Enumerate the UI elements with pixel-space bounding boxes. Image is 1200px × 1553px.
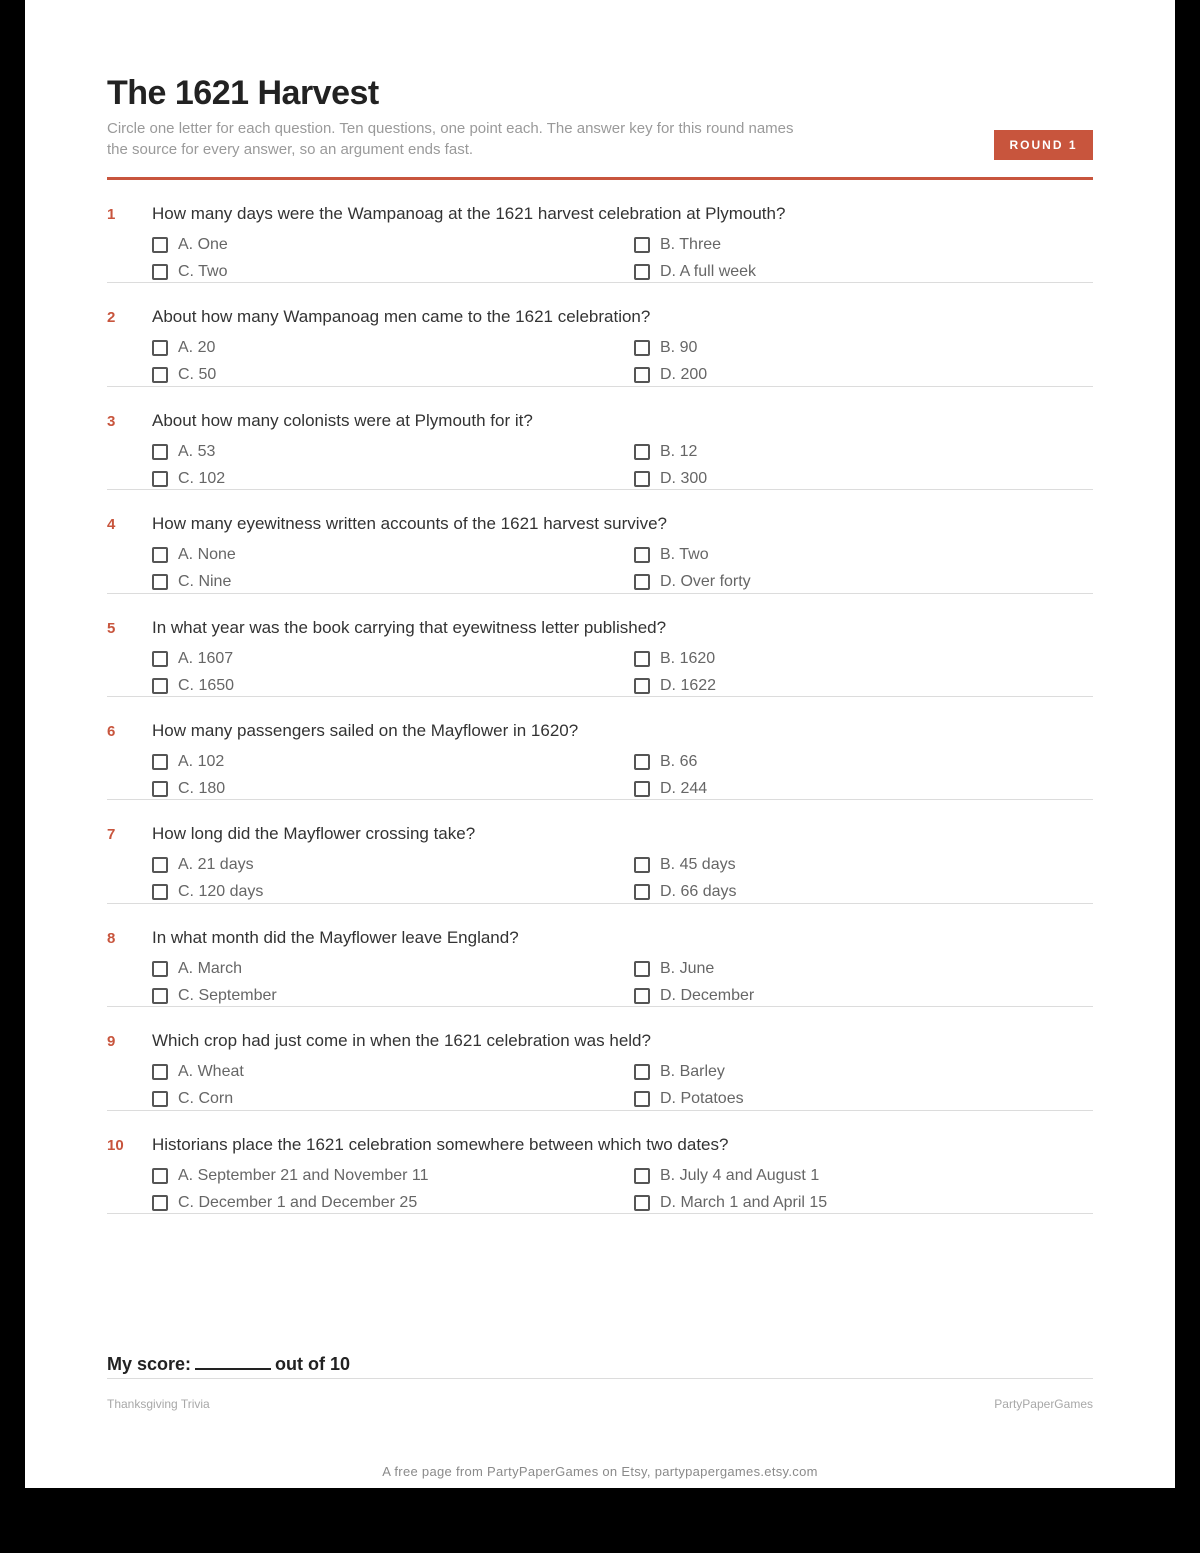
checkbox-icon[interactable] — [152, 367, 168, 383]
option-label: D. March 1 and April 15 — [660, 1193, 828, 1211]
question-text: How many passengers sailed on the Mayflower in 1620? — [152, 720, 579, 740]
option-label: B. June — [660, 959, 715, 977]
question-text: In what year was the book carrying that eyewitness letter published? — [152, 617, 667, 637]
checkbox-icon[interactable] — [152, 264, 168, 280]
option-a[interactable] — [152, 753, 224, 771]
question-number: 5 — [107, 619, 116, 637]
option-label: A. 1607 — [178, 649, 234, 667]
question-item — [107, 490, 1093, 593]
option-label: B. 12 — [660, 442, 698, 460]
checkbox-icon[interactable] — [634, 1168, 650, 1184]
checkbox-icon[interactable] — [152, 857, 168, 873]
credit-line: A free page from PartyPaperGames on Etsy, partypapergames.etsy.com — [382, 1464, 818, 1479]
option-c[interactable] — [152, 987, 277, 1005]
checkbox-icon[interactable] — [152, 237, 168, 253]
option-label: D. 244 — [660, 779, 708, 797]
option-b[interactable] — [634, 650, 715, 668]
option-label: A. September 21 and November 11 — [178, 1166, 429, 1184]
option-label: B. Two — [660, 546, 709, 564]
question-text: How long did the Mayflower crossing take? — [152, 824, 476, 844]
checkbox-icon[interactable] — [152, 678, 168, 694]
option-label: C. 50 — [178, 366, 217, 384]
option-a[interactable] — [152, 650, 233, 668]
option-label: D. 200 — [660, 366, 708, 384]
checkbox-icon[interactable] — [152, 781, 168, 797]
option-label: A. 53 — [178, 442, 216, 460]
checkbox-icon[interactable] — [152, 961, 168, 977]
option-label: D. 1622 — [660, 676, 717, 694]
option-label: D. 300 — [660, 469, 708, 487]
option-a[interactable] — [152, 339, 215, 357]
option-d[interactable] — [634, 573, 751, 591]
option-c[interactable] — [152, 470, 225, 488]
checkbox-icon[interactable] — [634, 237, 650, 253]
option-label: C. 102 — [178, 469, 226, 487]
option-a[interactable] — [152, 546, 236, 564]
option-label: B. July 4 and August 1 — [660, 1166, 820, 1184]
question-text: How many eyewitness written accounts of the 1621 harvest survive? — [152, 514, 667, 534]
option-d[interactable] — [634, 263, 756, 281]
option-label: C. September — [178, 986, 277, 1004]
question-item — [107, 904, 1093, 1007]
checkbox-icon[interactable] — [634, 651, 650, 667]
score-suffix: out of 10 — [275, 1354, 351, 1374]
option-label: B. 66 — [660, 752, 698, 770]
checkbox-icon[interactable] — [634, 988, 650, 1004]
checkbox-icon[interactable] — [634, 678, 650, 694]
question-number: 10 — [107, 1136, 124, 1154]
question-item — [107, 283, 1093, 386]
option-c[interactable] — [152, 366, 216, 384]
checkbox-icon[interactable] — [634, 1091, 650, 1107]
question-text: About how many Wampanoag men came to the 1621 celebration? — [152, 307, 651, 327]
option-c[interactable] — [152, 1090, 233, 1108]
option-label: D. 66 days — [660, 883, 737, 901]
option-a[interactable] — [152, 443, 215, 461]
option-c[interactable] — [152, 573, 231, 591]
option-label: A. 102 — [178, 752, 225, 770]
question-item — [107, 1111, 1093, 1214]
option-b[interactable] — [634, 856, 736, 874]
option-d[interactable] — [634, 883, 736, 901]
option-b[interactable] — [634, 546, 709, 564]
option-b[interactable] — [634, 1063, 725, 1081]
option-a[interactable] — [152, 1167, 429, 1185]
question-text: How many days were the Wampanoag at the 1621 harvest celebration at Plymouth? — [152, 204, 786, 223]
option-label: A. March — [178, 959, 243, 977]
option-a[interactable] — [152, 856, 254, 874]
option-label: C. Nine — [178, 573, 232, 591]
option-label: D. Over forty — [660, 573, 751, 591]
checkbox-icon[interactable] — [634, 471, 650, 487]
option-c[interactable] — [152, 780, 225, 798]
checkbox-icon[interactable] — [152, 1064, 168, 1080]
checkbox-icon[interactable] — [634, 754, 650, 770]
option-label: A. None — [178, 546, 236, 564]
question-item — [107, 180, 1093, 283]
instructions-text: Circle one letter for each question. Ten questions, one point each. The answer key for this round names the source for every answer, so an argument ends fast. — [107, 120, 794, 158]
question-number: 9 — [107, 1033, 116, 1051]
option-label: A. One — [178, 236, 228, 253]
checkbox-icon[interactable] — [152, 340, 168, 356]
score-divider — [107, 1378, 1093, 1379]
option-b[interactable] — [634, 753, 697, 771]
option-d[interactable] — [634, 1194, 827, 1212]
option-label: C. 180 — [178, 779, 226, 797]
question-item — [107, 1007, 1093, 1110]
option-a[interactable] — [152, 960, 242, 978]
checkbox-icon[interactable] — [634, 264, 650, 280]
question-list — [107, 180, 1093, 1214]
option-label: C. 1650 — [178, 676, 235, 694]
option-c[interactable] — [152, 883, 263, 901]
option-c[interactable] — [152, 263, 228, 281]
option-a[interactable] — [152, 236, 228, 254]
option-b[interactable] — [634, 236, 721, 254]
option-b[interactable] — [634, 960, 714, 978]
checkbox-icon[interactable] — [634, 781, 650, 797]
score-line — [107, 1354, 350, 1375]
option-label: A. 21 days — [178, 856, 254, 874]
option-label: C. Corn — [178, 1090, 234, 1108]
checkbox-icon[interactable] — [152, 1091, 168, 1107]
checkbox-icon[interactable] — [634, 1195, 650, 1211]
question-text: Historians place the 1621 celebration somewhere between which two dates? — [152, 1134, 729, 1154]
checkbox-icon[interactable] — [152, 884, 168, 900]
question-item — [107, 594, 1093, 697]
page-title: The 1621 Harvest — [107, 74, 379, 112]
option-c[interactable] — [152, 677, 234, 695]
score-label: My score: — [107, 1354, 192, 1374]
option-d[interactable] — [634, 470, 707, 488]
option-label: C. Two — [178, 263, 228, 280]
question-number: 3 — [107, 412, 116, 430]
question-text: About how many colonists were at Plymouth for it? — [152, 410, 533, 430]
question-number: 2 — [107, 309, 116, 327]
option-d[interactable] — [634, 1090, 744, 1108]
option-label: B. Three — [660, 236, 722, 253]
option-d[interactable] — [634, 366, 707, 384]
question-text: In what month did the Mayflower leave England? — [152, 927, 519, 947]
option-label: B. 90 — [660, 339, 698, 357]
checkbox-icon[interactable] — [152, 1168, 168, 1184]
question-item — [107, 387, 1093, 490]
checkbox-icon[interactable] — [152, 444, 168, 460]
question-item — [107, 800, 1093, 903]
checkbox-icon[interactable] — [152, 754, 168, 770]
score-blank[interactable] — [195, 1354, 271, 1370]
checkbox-icon[interactable] — [152, 651, 168, 667]
option-a[interactable] — [152, 1063, 244, 1081]
question-number: 1 — [107, 206, 116, 223]
checkbox-icon[interactable] — [152, 547, 168, 563]
option-c[interactable] — [152, 1194, 417, 1212]
option-label: D. December — [660, 986, 755, 1004]
checkbox-icon[interactable] — [634, 340, 650, 356]
question-number: 4 — [107, 516, 116, 534]
round-badge: ROUND 1 — [994, 130, 1093, 160]
option-label: A. Wheat — [178, 1063, 244, 1081]
option-label: B. 45 days — [660, 856, 736, 874]
question-number: 8 — [107, 929, 116, 947]
option-label: C. December 1 and December 25 — [178, 1193, 418, 1211]
checkbox-icon[interactable] — [634, 547, 650, 563]
option-label: C. 120 days — [178, 883, 264, 901]
option-label: A. 20 — [178, 339, 216, 357]
checkbox-icon[interactable] — [634, 444, 650, 460]
checkbox-icon[interactable] — [152, 574, 168, 590]
option-label: B. 1620 — [660, 649, 716, 667]
option-d[interactable] — [634, 677, 716, 695]
checkbox-icon[interactable] — [634, 574, 650, 590]
question-item — [107, 697, 1093, 800]
checkbox-icon[interactable] — [152, 1195, 168, 1211]
checkbox-icon[interactable] — [634, 367, 650, 383]
checkbox-icon[interactable] — [152, 988, 168, 1004]
worksheet-page — [25, 0, 1175, 1488]
checkbox-icon[interactable] — [634, 1064, 650, 1080]
checkbox-icon[interactable] — [634, 884, 650, 900]
checkbox-icon[interactable] — [634, 961, 650, 977]
question-number: 6 — [107, 722, 116, 740]
footer-right: PartyPaperGames — [994, 1397, 1093, 1411]
question-text: Which crop had just come in when the 1621 celebration was held? — [152, 1031, 651, 1051]
checkbox-icon[interactable] — [152, 471, 168, 487]
option-d[interactable] — [634, 987, 754, 1005]
option-label: B. Barley — [660, 1063, 725, 1081]
option-d[interactable] — [634, 780, 707, 798]
option-b[interactable] — [634, 339, 697, 357]
footer-left: Thanksgiving Trivia — [107, 1397, 210, 1411]
option-label: D. Potatoes — [660, 1090, 744, 1108]
option-label: D. A full week — [660, 263, 757, 280]
checkbox-icon[interactable] — [634, 857, 650, 873]
option-b[interactable] — [634, 1167, 819, 1185]
question-number: 7 — [107, 826, 116, 844]
option-b[interactable] — [634, 443, 697, 461]
